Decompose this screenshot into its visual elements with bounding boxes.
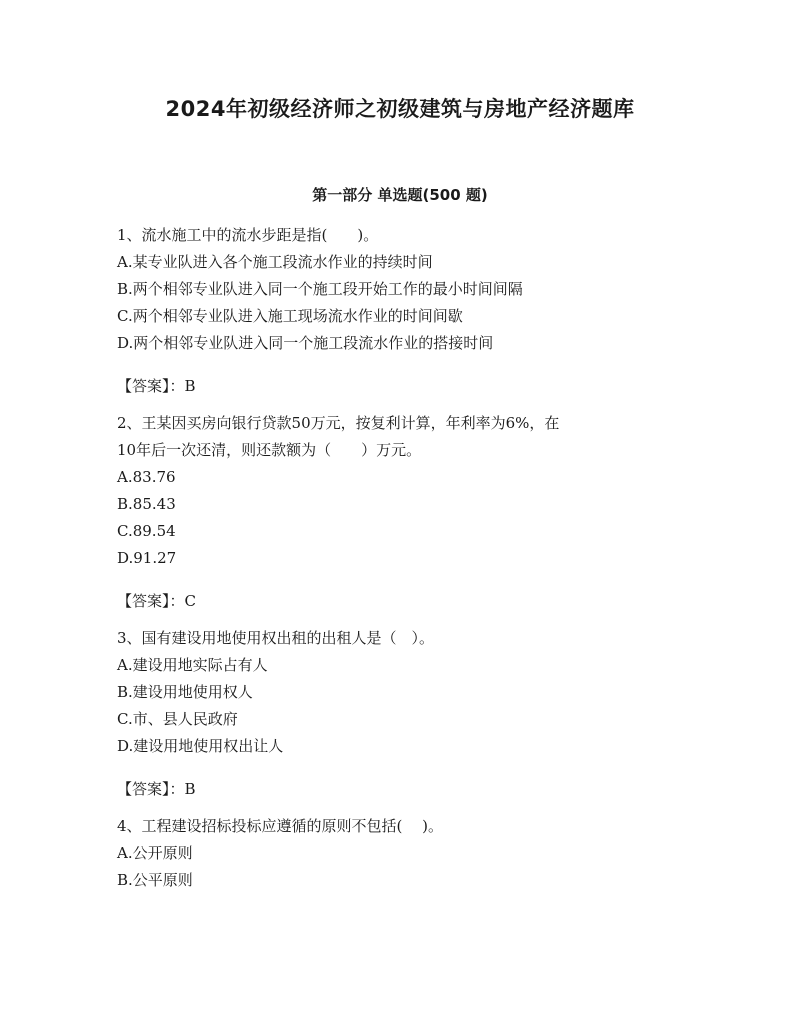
option-d: D.91.27 bbox=[117, 549, 177, 567]
question-stem-continued: 10年后一次还清，则还款额为（ ）万元。 bbox=[117, 441, 422, 459]
question-stem: 1、流水施工中的流水步距是指( )。 bbox=[117, 226, 379, 244]
question-item bbox=[117, 813, 687, 894]
answer-label: 【答案】：C bbox=[117, 592, 196, 610]
option-b: B.建设用地使用权人 bbox=[117, 683, 253, 701]
option-a: A.建设用地实际占有人 bbox=[117, 656, 268, 674]
section-title: 第一部分 单选题(500 题) bbox=[312, 186, 488, 204]
option-c: C.市、县人民政府 bbox=[117, 710, 238, 728]
option-d: D.两个相邻专业队进入同一个施工段流水作业的搭接时间 bbox=[117, 334, 494, 352]
option-c: C.两个相邻专业队进入施工现场流水作业的时间间歇 bbox=[117, 307, 463, 325]
option-a: A.某专业队进入各个施工段流水作业的持续时间 bbox=[117, 253, 433, 271]
question-item bbox=[117, 410, 687, 615]
document-title: 2024年初级经济师之初级建筑与房地产经济题库 bbox=[165, 97, 635, 121]
question-list bbox=[117, 222, 687, 894]
option-a: A.公开原则 bbox=[117, 844, 193, 862]
answer-label: 【答案】：B bbox=[117, 780, 196, 798]
option-b: B.85.43 bbox=[117, 495, 176, 513]
option-a: A.83.76 bbox=[117, 468, 176, 486]
question-stem: 4、工程建设招标投标应遵循的原则不包括( )。 bbox=[117, 817, 444, 835]
option-c: C.89.54 bbox=[117, 522, 176, 540]
option-b: B.两个相邻专业队进入同一个施工段开始工作的最小时间间隔 bbox=[117, 280, 523, 298]
answer-label: 【答案】：B bbox=[117, 377, 196, 395]
option-b: B.公平原则 bbox=[117, 871, 193, 889]
question-stem: 2、王某因买房向银行贷款50万元，按复利计算，年利率为6%，在 bbox=[117, 414, 560, 432]
option-d: D.建设用地使用权出让人 bbox=[117, 737, 284, 755]
question-item bbox=[117, 222, 687, 400]
question-item bbox=[117, 625, 687, 803]
question-stem: 3、国有建设用地使用权出租的出租人是（ ）。 bbox=[117, 629, 435, 647]
